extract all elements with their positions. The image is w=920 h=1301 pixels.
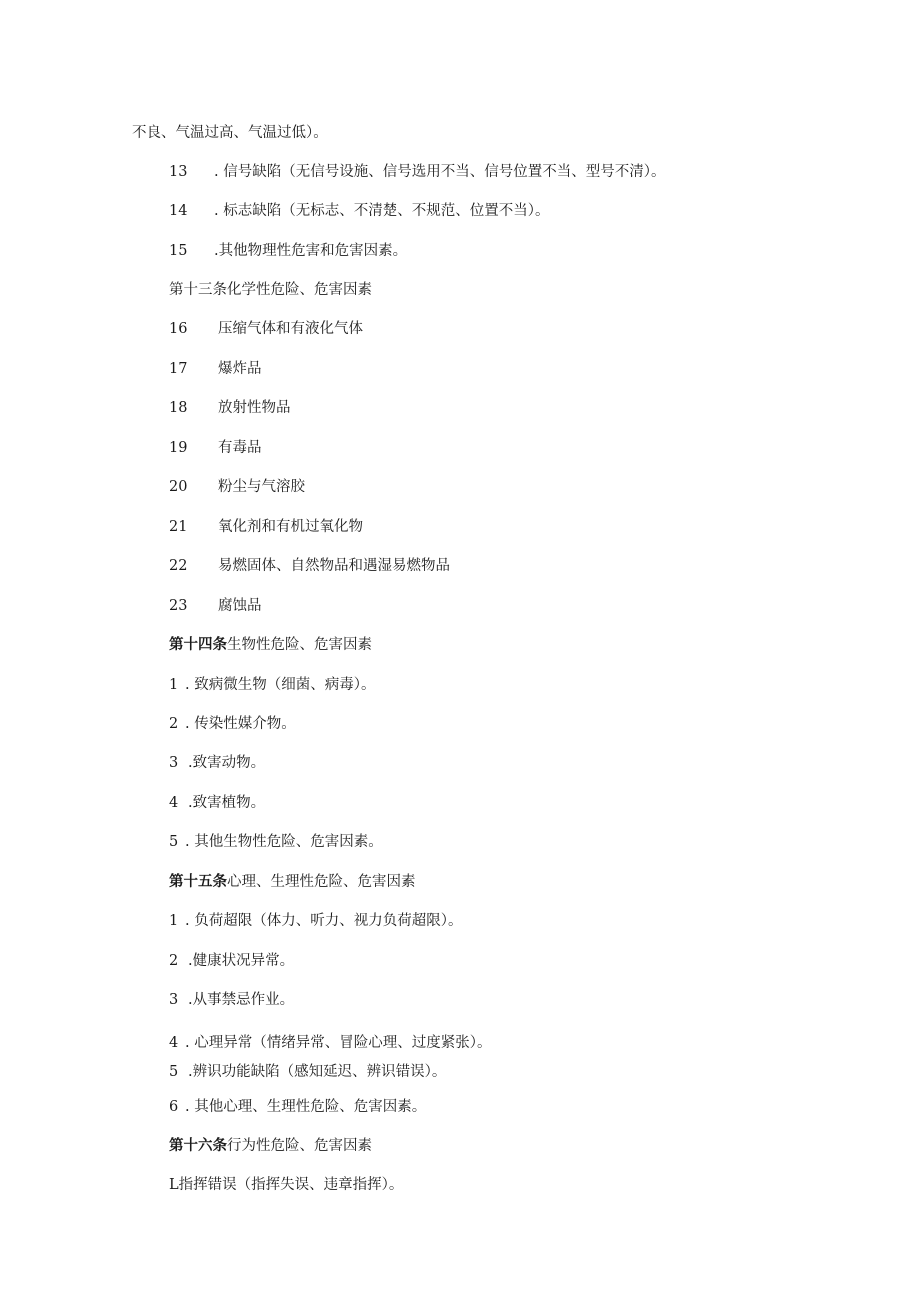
list-item-text: .从事禁忌作业。 (188, 992, 295, 1008)
list-item-number: 3 (169, 992, 179, 1008)
list-item-number: 13 (169, 164, 188, 180)
list-item-text: . 其他生物性危险、危害因素。 (185, 834, 383, 850)
list-item-text: .健康状况异常。 (188, 953, 295, 969)
list-item-number: 3 (169, 755, 179, 771)
list-item-number: 17 (169, 361, 188, 377)
list-item-text: . 标志缺陷（无标志、不清楚、不规范、位置不当）。 (214, 203, 550, 219)
list-item-text: . 传染性媒介物。 (185, 716, 296, 732)
list-item-number: 20 (169, 479, 188, 495)
article-16-label: 第十六条 (169, 1137, 227, 1154)
list-item-number: 2 (169, 716, 179, 732)
article-15-title: 心理、生理性危险、危害因素 (227, 874, 416, 890)
list-item-number: 15 (169, 243, 188, 259)
article-16-heading (169, 1136, 372, 1156)
list-item-text: . 负荷超限（体力、听力、视力负荷超限）。 (185, 913, 463, 929)
list-item-text: .其他物理性危害和危害因素。 (214, 243, 408, 259)
article-14-label: 第十四条 (169, 636, 227, 653)
list-item-number: 14 (169, 203, 188, 219)
continuation-text: 不良、气温过高、气温过低）。 (132, 125, 328, 141)
article-13-heading: 第十三条化学性危险、危害因素 (169, 282, 372, 298)
list-item-number: 6 (169, 1099, 179, 1115)
article-15-heading (169, 872, 416, 892)
list-item-number: 16 (169, 321, 188, 337)
list-item-number: 22 (169, 558, 188, 574)
list-item-text: . 致病微生物（细菌、病毒）。 (185, 677, 376, 693)
list-item-number: 19 (169, 440, 188, 456)
list-item-number: 2 (169, 953, 179, 969)
list-item-number: 5 (169, 834, 179, 850)
list-item-text: . 信号缺陷（无信号设施、信号选用不当、信号位置不当、型号不清）。 (214, 164, 666, 180)
list-item-text: L指挥错误（指挥失误、违章指挥）。 (169, 1177, 404, 1193)
list-item-text: 氧化剂和有机过氧化物 (218, 519, 363, 535)
article-16-title: 行为性危险、危害因素 (227, 1138, 372, 1154)
article-14-heading (169, 635, 372, 655)
list-item-text: 易燃固体、自然物品和遇湿易燃物品 (218, 558, 450, 574)
list-item-number: 18 (169, 400, 188, 416)
list-item-text: .致害动物。 (188, 755, 266, 771)
list-item-text: . 其他心理、生理性危险、危害因素。 (185, 1099, 427, 1115)
list-item-number: 4 (169, 795, 179, 811)
list-item-text: 有毒品 (218, 440, 262, 456)
list-item-text: .致害植物。 (188, 795, 266, 811)
list-item-text: . 心理异常（情绪异常、冒险心理、过度紧张）。 (185, 1035, 492, 1051)
list-item-text: 腐蚀品 (218, 598, 262, 614)
list-item-number: 1 (169, 677, 179, 693)
list-item-text: .辨识功能缺陷（感知延迟、辨识错误）。 (188, 1064, 447, 1080)
list-item-number: 23 (169, 598, 188, 614)
list-item-number: 4 (169, 1035, 179, 1051)
list-item-text: 压缩气体和有液化气体 (218, 321, 363, 337)
list-item-text: 爆炸品 (218, 361, 262, 377)
list-item-text: 粉尘与气溶胶 (218, 479, 305, 495)
list-item-number: 5 (169, 1064, 179, 1080)
article-15-label: 第十五条 (169, 873, 227, 890)
list-item-number: 1 (169, 913, 179, 929)
list-item-number: 21 (169, 519, 188, 535)
article-14-title: 生物性危险、危害因素 (227, 637, 372, 653)
list-item-text: 放射性物品 (218, 400, 291, 416)
